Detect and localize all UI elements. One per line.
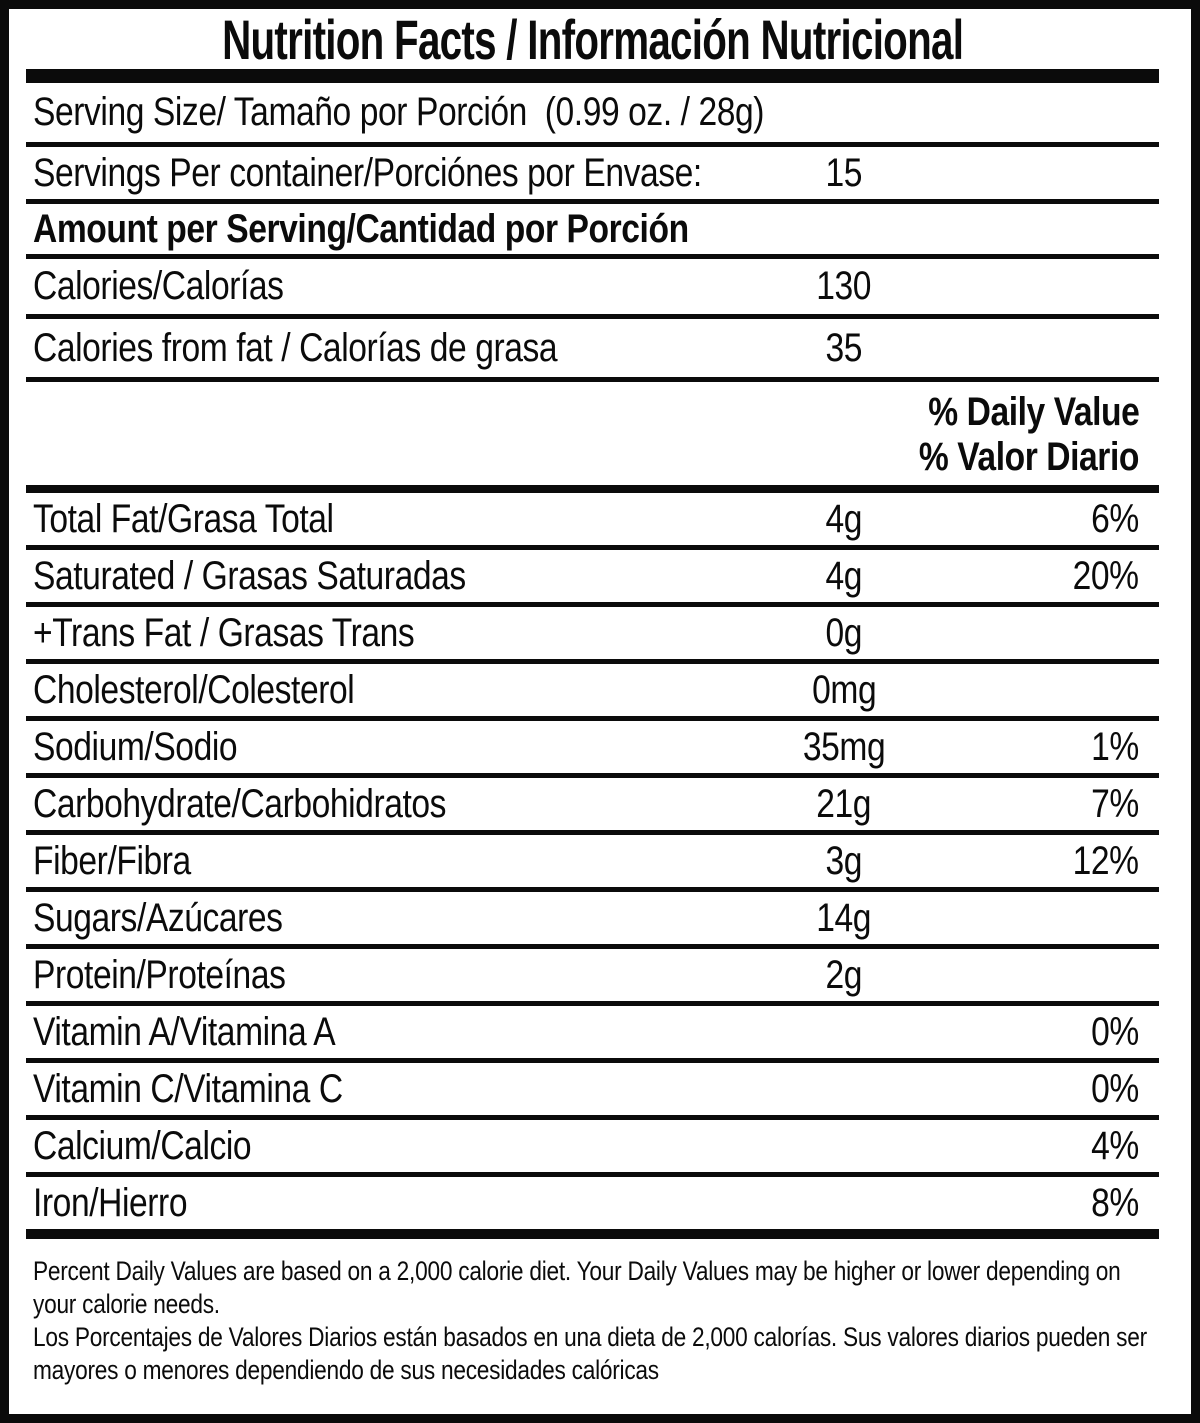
nutrient-label-cell bbox=[33, 1067, 699, 1112]
nutrient-label: Carbohydrate/Carbohidratos bbox=[33, 781, 447, 826]
nutrient-row bbox=[26, 493, 1159, 550]
nutrient-label: Sodium/Sodio bbox=[33, 724, 238, 769]
nutrient-label-cell bbox=[33, 668, 699, 713]
nutrient-row bbox=[26, 550, 1159, 607]
nutrient-label: +Trans Fat / Grasas Trans bbox=[33, 610, 415, 655]
footnote-spanish: Los Porcentajes de Valores Diarios están basados en una dieta de 2,000 calorías. Sus valores diarios pueden ser mayores o menores dependiendo de sus necesidades calóricas bbox=[33, 1321, 1147, 1385]
nutrient-amount-cell bbox=[699, 554, 989, 599]
nutrient-amount: 21g bbox=[816, 781, 872, 826]
daily-value-header-es-text: % Valor Diario bbox=[918, 435, 1139, 479]
nutrient-dv: 20% bbox=[1073, 553, 1139, 598]
nutrient-dv-cell bbox=[989, 497, 1139, 542]
nutrient-row bbox=[26, 835, 1159, 892]
nutrient-label: Calcium/Calcio bbox=[33, 1123, 252, 1168]
nutrient-amount: 14g bbox=[816, 895, 872, 940]
label-title: Nutrition Facts / Información Nutricional bbox=[221, 7, 964, 71]
amount-per-serving-header: Amount per Serving/Cantidad por Porción bbox=[33, 206, 689, 251]
nutrient-label: Iron/Hierro bbox=[33, 1180, 188, 1225]
nutrient-label-cell bbox=[33, 953, 699, 998]
nutrient-label-cell bbox=[33, 497, 699, 542]
nutrient-dv: 7% bbox=[1091, 781, 1139, 826]
calories-from-fat-amount-cell bbox=[699, 326, 989, 371]
servings-per-container-cell bbox=[33, 150, 702, 196]
nutrient-label-cell bbox=[33, 554, 699, 599]
nutrient-amount-cell bbox=[699, 1124, 989, 1169]
nutrient-dv-cell bbox=[989, 953, 1139, 998]
servings-per-container-label: Servings Per container/Porciónes por Envase: bbox=[33, 150, 702, 195]
serving-size-text: Serving Size/ Tamaño por Porción (0.99 oz. / 28g) bbox=[33, 90, 765, 134]
daily-value-header-en-text: % Daily Value bbox=[927, 390, 1139, 434]
nutrient-dv-cell bbox=[989, 1181, 1139, 1226]
nutrient-amount: 35mg bbox=[802, 724, 886, 769]
nutrient-label-cell bbox=[33, 611, 699, 656]
calories-label-cell bbox=[33, 264, 699, 309]
nutrient-label: Vitamin A/Vitamina A bbox=[33, 1009, 336, 1054]
nutrient-amount-cell bbox=[699, 611, 989, 656]
nutrient-amount-cell bbox=[699, 1010, 989, 1055]
nutrient-label: Protein/Proteínas bbox=[33, 952, 286, 997]
label-title-row bbox=[26, 9, 1159, 69]
calories-label: Calories/Calorías bbox=[33, 264, 284, 308]
nutrient-dv-cell bbox=[989, 668, 1139, 713]
nutrient-amount-cell bbox=[699, 896, 989, 941]
calories-row bbox=[26, 259, 1159, 319]
nutrient-row bbox=[26, 1177, 1159, 1229]
nutrient-label: Saturated / Grasas Saturadas bbox=[33, 553, 466, 598]
nutrient-amount: 0mg bbox=[811, 667, 877, 712]
servings-per-container-value: 15 bbox=[825, 150, 863, 195]
nutrient-dv: 12% bbox=[1073, 838, 1139, 883]
nutrient-amount: 3g bbox=[825, 838, 863, 883]
daily-value-header-es bbox=[877, 435, 1139, 480]
nutrient-label-cell bbox=[33, 1124, 699, 1169]
nutrient-label-cell bbox=[33, 896, 699, 941]
nutrient-dv: 4% bbox=[1091, 1123, 1139, 1168]
nutrient-label: Sugars/Azúcares bbox=[33, 895, 283, 940]
nutrient-amount-cell bbox=[699, 782, 989, 827]
nutrient-row bbox=[26, 664, 1159, 721]
nutrient-row bbox=[26, 949, 1159, 1006]
label-content bbox=[9, 9, 1191, 1387]
nutrient-amount: 0g bbox=[825, 610, 863, 655]
nutrient-dv-cell bbox=[989, 725, 1139, 770]
nutrient-label-cell bbox=[33, 725, 699, 770]
nutrient-amount-cell bbox=[699, 953, 989, 998]
nutrient-dv-cell bbox=[989, 1124, 1139, 1169]
nutrient-label-cell bbox=[33, 1010, 699, 1055]
nutrient-amount-cell bbox=[699, 497, 989, 542]
nutrient-dv-cell bbox=[989, 1067, 1139, 1112]
footnote bbox=[26, 1239, 1159, 1387]
nutrient-row bbox=[26, 721, 1159, 778]
nutrient-row bbox=[26, 892, 1159, 949]
nutrient-label: Cholesterol/Colesterol bbox=[33, 667, 355, 712]
nutrient-label-cell bbox=[33, 1181, 699, 1226]
nutrient-dv-cell bbox=[989, 839, 1139, 884]
calories-value: 130 bbox=[816, 264, 872, 308]
nutrient-amount-cell bbox=[699, 668, 989, 713]
nutrient-row bbox=[26, 778, 1159, 835]
nutrient-dv-cell bbox=[989, 554, 1139, 599]
footnote-english: Percent Daily Values are based on a 2,000 calorie diet. Your Daily Values may be higher or lower depending on your calorie needs. bbox=[33, 1256, 1121, 1319]
amount-per-serving-header-row bbox=[26, 204, 1159, 259]
servings-per-container-row bbox=[26, 147, 1159, 204]
nutrient-dv: 1% bbox=[1091, 724, 1139, 769]
nutrient-dv-cell bbox=[989, 782, 1139, 827]
nutrient-dv: 0% bbox=[1091, 1009, 1139, 1054]
serving-size-row bbox=[26, 83, 1159, 147]
calories-amount-cell bbox=[699, 264, 989, 309]
nutrient-dv-cell bbox=[989, 1010, 1139, 1055]
calories-from-fat-row bbox=[26, 319, 1159, 382]
nutrient-label: Total Fat/Grasa Total bbox=[33, 496, 334, 541]
nutrient-row bbox=[26, 607, 1159, 664]
daily-value-header-en bbox=[888, 390, 1139, 435]
nutrient-amount-cell bbox=[699, 1181, 989, 1226]
nutrient-amount: 4g bbox=[825, 553, 863, 598]
nutrient-label: Fiber/Fibra bbox=[33, 838, 191, 883]
nutrient-dv: 6% bbox=[1091, 496, 1139, 541]
serving-size-cell bbox=[33, 90, 1139, 135]
nutrient-amount-cell bbox=[699, 839, 989, 884]
calories-from-fat-value: 35 bbox=[825, 325, 863, 370]
nutrient-row bbox=[26, 1120, 1159, 1177]
nutrient-label: Vitamin C/Vitamina C bbox=[33, 1066, 343, 1111]
nutrient-dv-cell bbox=[989, 896, 1139, 941]
nutrient-amount: 4g bbox=[825, 496, 863, 541]
nutrient-dv-cell bbox=[989, 611, 1139, 656]
nutrient-rows bbox=[26, 493, 1159, 1229]
nutrient-amount-cell bbox=[699, 725, 989, 770]
servings-per-container-amount-cell bbox=[699, 151, 989, 196]
daily-value-header-row bbox=[26, 382, 1159, 493]
amount-per-serving-cell bbox=[33, 207, 1139, 252]
nutrient-amount-cell bbox=[699, 1067, 989, 1112]
calories-from-fat-label: Calories from fat / Calorías de grasa bbox=[33, 325, 558, 370]
nutrient-dv: 0% bbox=[1091, 1066, 1139, 1111]
nutrient-row bbox=[26, 1006, 1159, 1063]
nutrient-label-cell bbox=[33, 782, 699, 827]
footnote-divider-bar bbox=[26, 1229, 1159, 1239]
nutrient-row bbox=[26, 1063, 1159, 1120]
nutrient-dv: 8% bbox=[1091, 1180, 1139, 1225]
footnote-text-block bbox=[33, 1255, 1167, 1387]
nutrient-label-cell bbox=[33, 839, 699, 884]
calories-from-fat-label-cell bbox=[33, 326, 699, 371]
nutrient-amount: 2g bbox=[825, 952, 863, 997]
